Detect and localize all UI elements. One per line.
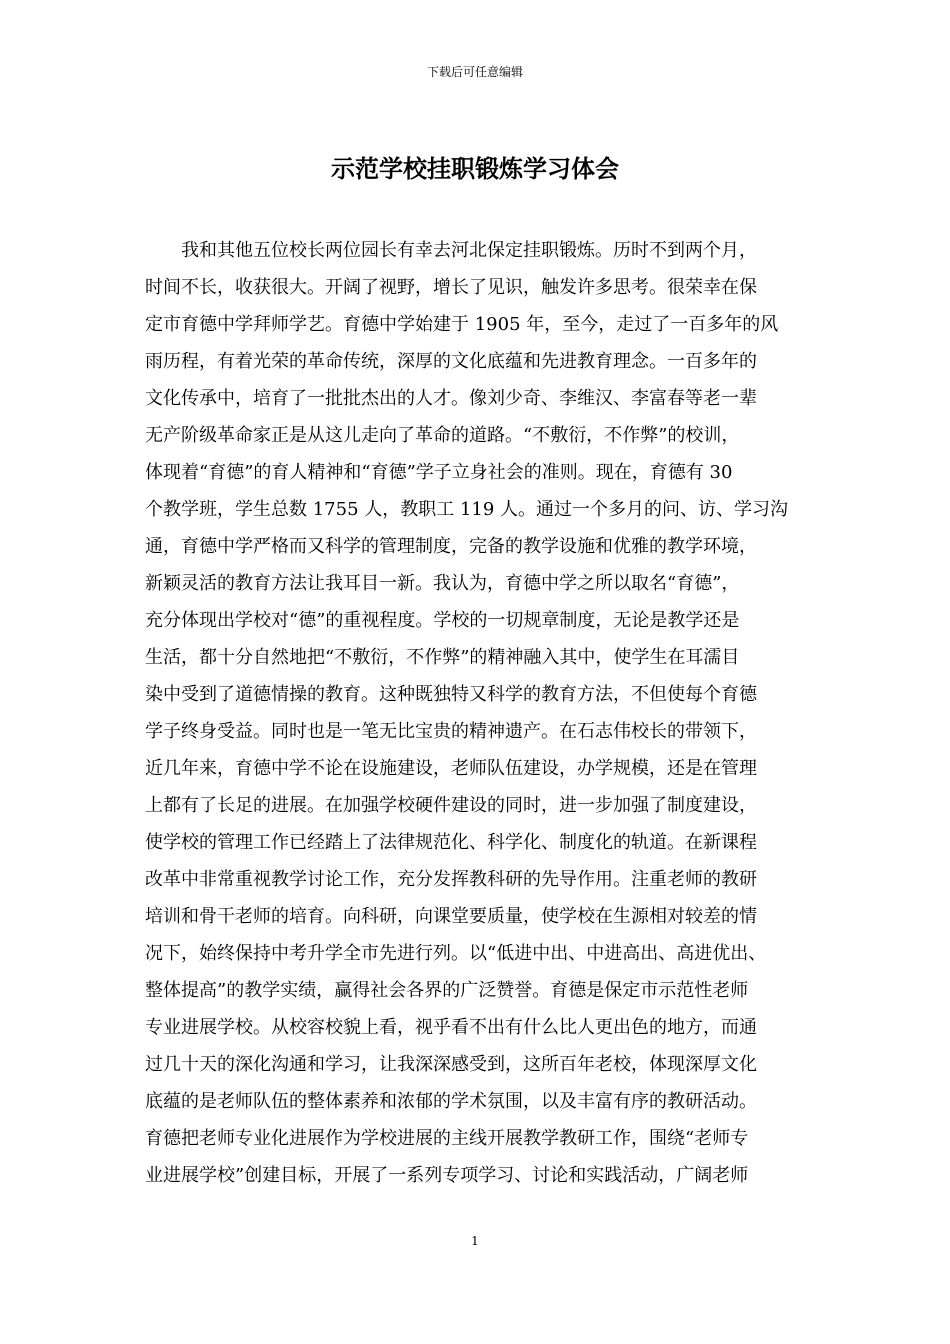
text-line: 育德把老师专业化进展作为学校进展的主线开展教学教研工作，围绕“老师专 (145, 1128, 749, 1149)
body-paragraph (145, 232, 820, 1194)
text-line: 学子终身受益。同时也是一笔无比宝贵的精神遗产。在石志伟校长的带领下， (145, 721, 757, 742)
text-line: 染中受到了道德情操的教育。这种既独特又科学的教育方法，不但使每个育德 (145, 684, 757, 705)
text-line: 整体提高”的教学实绩，赢得社会各界的广泛赞誉。育德是保定市示范性老师 (145, 980, 749, 1001)
text-line: 文化传承中，培育了一批批杰出的人才。像刘少奇、李维汉、李富春等老一辈 (145, 388, 757, 409)
page-header: 下载后可任意编辑 (426, 65, 523, 79)
text-line: 生活，都十分自然地把“不敷衍，不作弊”的精神融入其中，使学生在耳濡目 (145, 647, 740, 668)
text-line: 底蕴的是老师队伍的整体素养和浓郁的学术氛围，以及丰富有序的教研活动。 (145, 1091, 757, 1112)
text-line: 上都有了长足的进展。在加强学校硬件建设的同时，进一步加强了制度建设， (145, 795, 757, 816)
text-line: 充分体现出学校对“德”的重视程度。学校的一切规章制度，无论是教学还是 (145, 610, 740, 631)
text-line: 个教学班，学生总数 1755 人，教职工 119 人。通过一个多月的问、访、学习沟 (145, 499, 789, 520)
text-line: 雨历程，有着光荣的革命传统，深厚的文化底蕴和先进教育理念。一百多年的 (145, 351, 757, 372)
text-line: 无产阶级革命家正是从这儿走向了革命的道路。“不敷衍，不作弊”的校训， (145, 425, 740, 446)
text-line: 我和其他五位校长两位园长有幸去河北保定挂职锻炼。历时不到两个月， (181, 240, 757, 261)
text-line: 时间不长，收获很大。开阔了视野，增长了见识，触发许多思考。很荣幸在保 (145, 277, 757, 298)
text-line: 业进展学校”创建目标，开展了一系列专项学习、讨论和实践活动，广阔老师 (145, 1165, 749, 1186)
text-line: 定市育德中学拜师学艺。育德中学始建于 1905 年，至今，走过了一百多年的风 (145, 314, 779, 335)
document-title: 示范学校挂职锻炼学习体会 (331, 154, 619, 183)
text-line: 体现着“育德”的育人精神和“育德”学子立身社会的准则。现在，育德有 30 (145, 462, 733, 483)
text-line: 近几年来，育德中学不论在设施建设，老师队伍建设，办学规模，还是在管理 (145, 758, 757, 779)
page-number: 1 (471, 1234, 479, 1248)
text-line: 专业进展学校。从校容校貌上看，视乎看不出有什么比人更出色的地方，而通 (145, 1017, 757, 1038)
text-line: 培训和骨干老师的培育。向科研，向课堂要质量，使学校在生源相对较差的情 (145, 906, 757, 927)
text-line: 改革中非常重视教学讨论工作，充分发挥教科研的先导作用。注重老师的教研 (145, 869, 757, 890)
text-line: 通，育德中学严格而又科学的管理制度，完备的教学设施和优雅的教学环境， (145, 536, 757, 557)
text-line: 过几十天的深化沟通和学习，让我深深感受到，这所百年老校，体现深厚文化 (145, 1054, 757, 1075)
text-line: 新颖灵活的教育方法让我耳目一新。我认为，育德中学之所以取名“育德”， (145, 573, 740, 594)
text-line: 使学校的管理工作已经踏上了法律规范化、科学化、制度化的轨道。在新课程 (145, 832, 757, 853)
text-line: 况下，始终保持中考升学全市先进行列。以“低进中出、中进高出、高进优出、 (145, 943, 767, 964)
